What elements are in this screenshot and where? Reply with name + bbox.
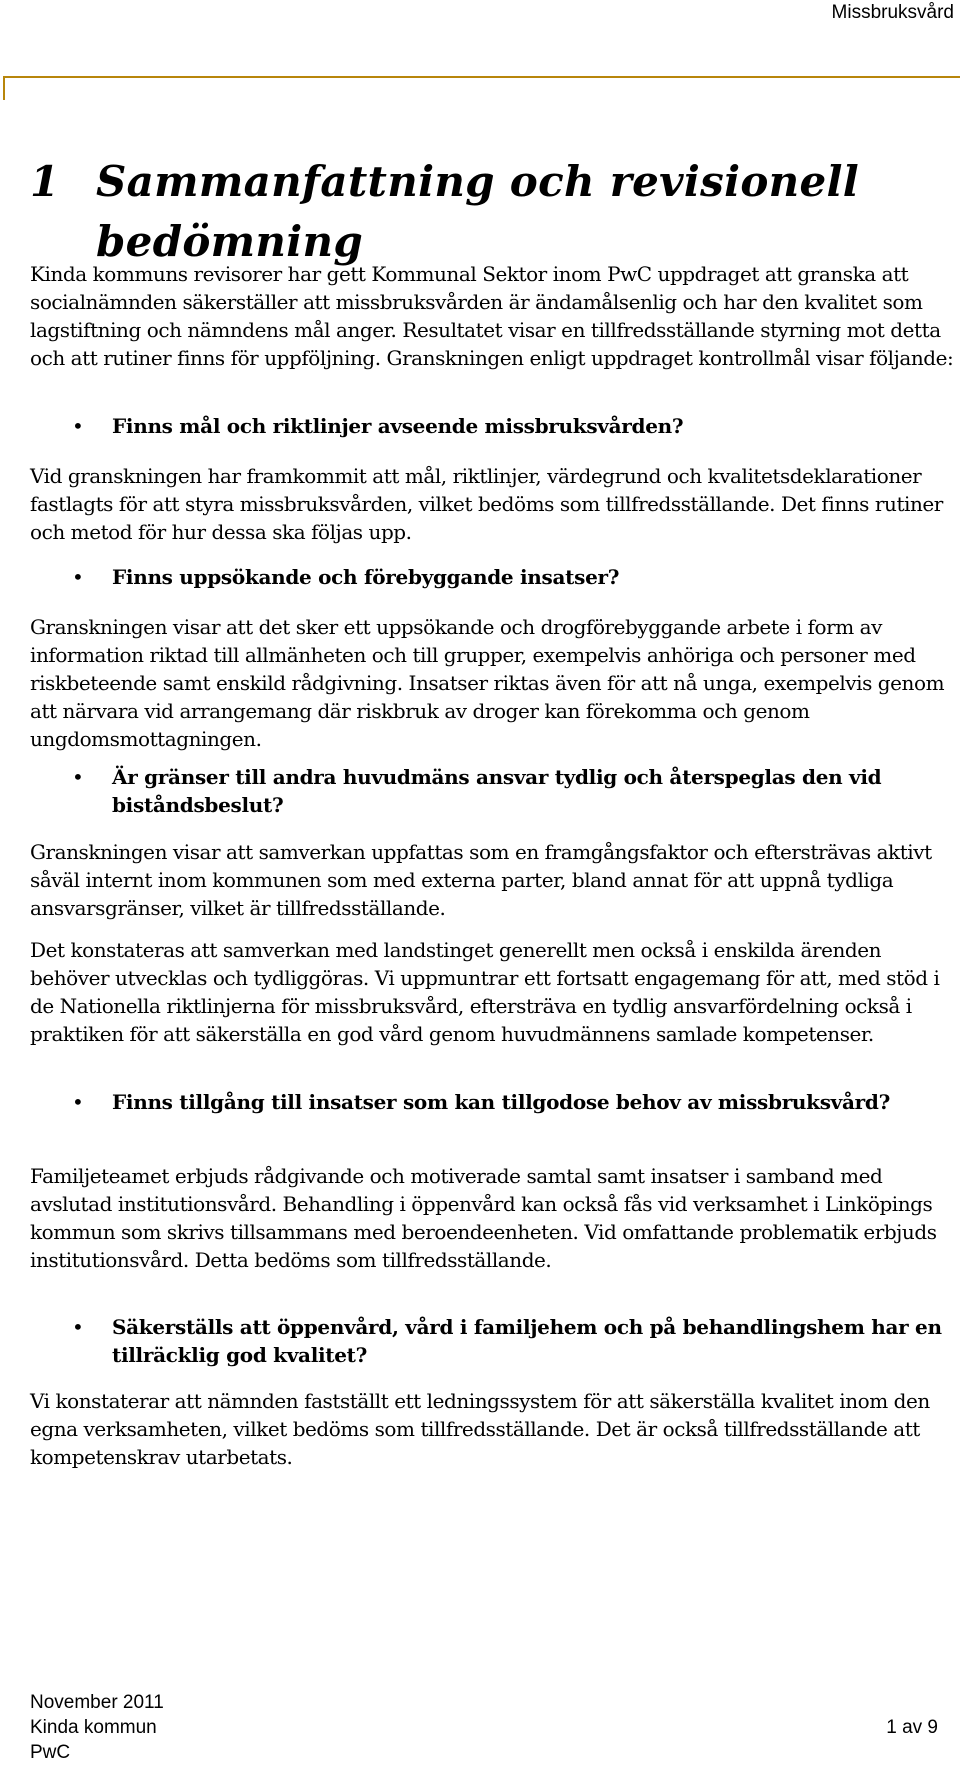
- bullet-outreach-prevention: [30, 563, 954, 591]
- bullet-dot: •: [72, 1090, 84, 1114]
- paragraph-outreach-assessment: Granskningen visar att det sker ett uppsökande och drogförebyggande arbete i form av information riktad till allmänheten och till grupper, exempelvis anhöriga och personer med riskbeteende samt enskild rådgivning. Insatser riktas även för att nå unga, exempelvis genom att närvara vid arrangemang där riskbruk av droger kan förekomma och genom ungdomsmottagningen.: [30, 615, 945, 751]
- bullet-access-to-interventions: [30, 1088, 954, 1116]
- footer-municipality: Kinda kommun: [30, 1717, 157, 1738]
- bullet-text: Finns mål och riktlinjer avseende missbruksvården?: [112, 414, 684, 438]
- footer-info: [30, 1690, 164, 1765]
- paragraph-quality-assessment: Vi konstaterar att nämnden fastställt ett ledningssystem för att säkerställa kvalitet inom den egna verksamheten, vilket bedöms som tillfredsställande. Det är också tillfredsställande att kompetenskrav utarbetats.: [30, 1389, 930, 1469]
- chapter-number: 1: [30, 157, 60, 206]
- bullet-text: Finns tillgång till insatser som kan tillgodose behov av missbruksvård?: [112, 1090, 891, 1114]
- chapter-title-line1: Sammanfattning och revisionell: [96, 157, 860, 206]
- chapter-title-line2: bedömning: [96, 217, 364, 266]
- bullet-dot: •: [72, 1315, 84, 1339]
- footer-date: November 2011: [30, 1692, 164, 1713]
- header-rule-tick: [3, 76, 5, 100]
- paragraph-county-cooperation: Det konstateras att samverkan med landstinget generellt men också i enskilda ärenden behöver utvecklas och tydliggöras. Vi uppmuntrar ett fortsatt engagemang för att, med stöd i de Nationella riktlinjerna för missbruksvård, eftersträva en tydlig ansvarfördelning också i praktiken för att säkerställa en god vård genom huvudmännens samlade kompetenser.: [30, 938, 940, 1046]
- bullet-goals-guidelines: [30, 412, 954, 440]
- paragraph-cooperation-assessment: Granskningen visar att samverkan uppfattas som en framgångsfaktor och eftersträvas aktivt såväl internt inom kommunen som med externa parter, bland annat för att uppnå tydliga ansvarsgränser, vilket är tillfredsställande.: [30, 840, 932, 920]
- bullet-dot: •: [72, 765, 84, 789]
- bullet-text: Säkerställs att öppenvård, vård i familjehem och på behandlingshem har en tillräcklig god kvalitet?: [112, 1315, 942, 1367]
- bullet-quality-assurance: [30, 1313, 954, 1369]
- paragraph-goals-assessment: Vid granskningen har framkommit att mål, riktlinjer, värdegrund och kvalitetsdeklarationer fastlagts för att styra missbruksvården, vilket bedöms som tillfredsställande. Det finns rutiner och metod för hur dessa ska följas upp.: [30, 464, 943, 544]
- bullet-text: Finns uppsökande och förebyggande insatser?: [112, 565, 620, 589]
- running-header-title: Missbruksvård: [831, 2, 954, 23]
- bullet-text: Är gränser till andra huvudmäns ansvar tydlig och återspeglas den vid biståndsbeslut?: [112, 765, 882, 817]
- chapter-title: [30, 152, 950, 272]
- intro-paragraph: Kinda kommuns revisorer har gett Kommunal Sektor inom PwC uppdraget att granska att socialnämnden säkerställer att missbruksvården är ändamålsenlig och har den kvalitet som lagstiftning och nämndens mål anger. Resultatet visar en tillfredsställande styrning mot detta och att rutiner finns för uppföljning. Granskningen enligt uppdraget kontrollmål visar följande:: [30, 262, 954, 370]
- paragraph-interventions-assessment: Familjeteamet erbjuds rådgivande och motiverade samtal samt insatser i samband med avslutad institutionsvård. Behandling i öppenvård kan också fås vid verksamhet i Linköpings kommun som skrivs tillsammans med beroendeenheten. Vid omfattande problematik erbjuds institutionsvård. Detta bedöms som tillfredsställande.: [30, 1164, 937, 1272]
- footer-company: PwC: [30, 1742, 71, 1763]
- page-number: 1 av 9: [886, 1717, 938, 1738]
- bullet-responsibility-boundaries: [30, 763, 954, 819]
- bullet-dot: •: [72, 414, 84, 438]
- header-rule: [3, 76, 960, 78]
- bullet-dot: •: [72, 565, 84, 589]
